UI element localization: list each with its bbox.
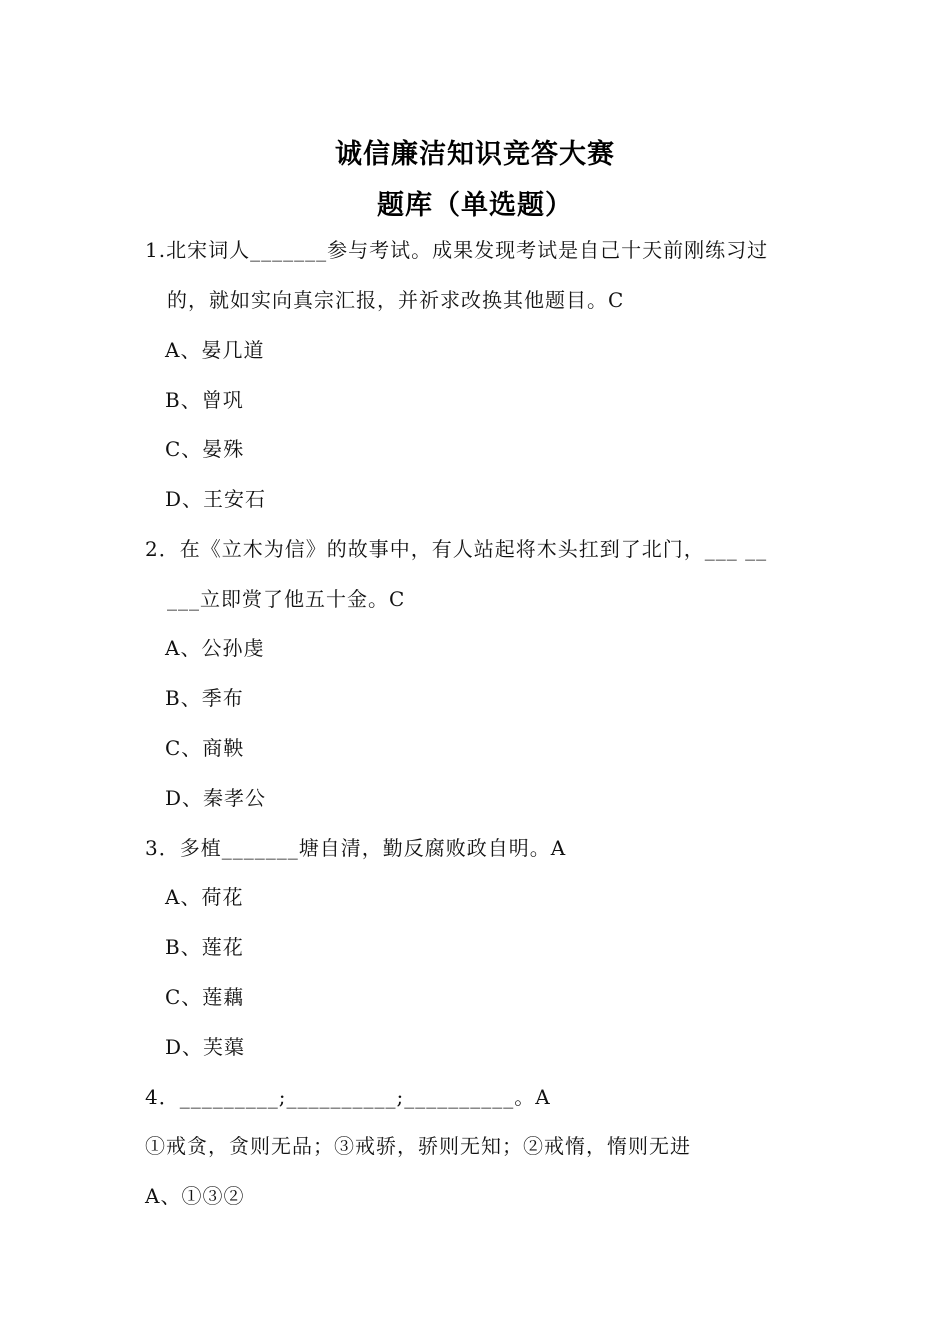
question-3-option-d: D、芙蕖 [165, 1035, 246, 1059]
question-3-stem: 3．多植_______塘自清，勤反腐败政自明。A [145, 836, 567, 860]
question-1-option-d: D、王安石 [165, 487, 267, 511]
question-2-option-d: D、秦孝公 [165, 786, 267, 810]
question-4-statements: ①戒贪，贪则无品；③戒骄，骄则无知；②戒惰，惰则无进 [145, 1134, 691, 1158]
question-1-option-b: B、曾巩 [165, 388, 244, 412]
question-2-option-c: C、商鞅 [165, 736, 245, 760]
question-1-stem-line-1: 1.北宋词人_______参与考试。成果发现考试是自己十天前刚练习过 [145, 238, 769, 262]
question-2-option-a: A、公孙虔 [165, 636, 265, 660]
question-3-option-c: C、莲藕 [165, 985, 245, 1009]
question-2-option-b: B、季布 [165, 686, 244, 710]
question-3-option-a: A、荷花 [165, 885, 244, 909]
document-title: 诚信廉洁知识竞答大赛 [335, 139, 615, 170]
question-1-option-a: A、晏几道 [165, 338, 265, 362]
question-4-option-a: A、①③② [145, 1184, 245, 1208]
question-2-stem-line-1: 2．在《立木为信》的故事中，有人站起将木头扛到了北门，___ __ [145, 537, 768, 561]
question-3-option-b: B、莲花 [165, 935, 244, 959]
question-1-option-c: C、晏殊 [165, 437, 245, 461]
document-subtitle: 题库（单选题） [377, 190, 573, 221]
question-1-stem-line-2: 的，就如实向真宗汇报，并祈求改换其他题目。C [167, 288, 625, 312]
question-4-stem: 4．_________;__________;__________。A [145, 1085, 551, 1109]
question-2-stem-line-2: ___立即赏了他五十金。C [167, 587, 406, 611]
